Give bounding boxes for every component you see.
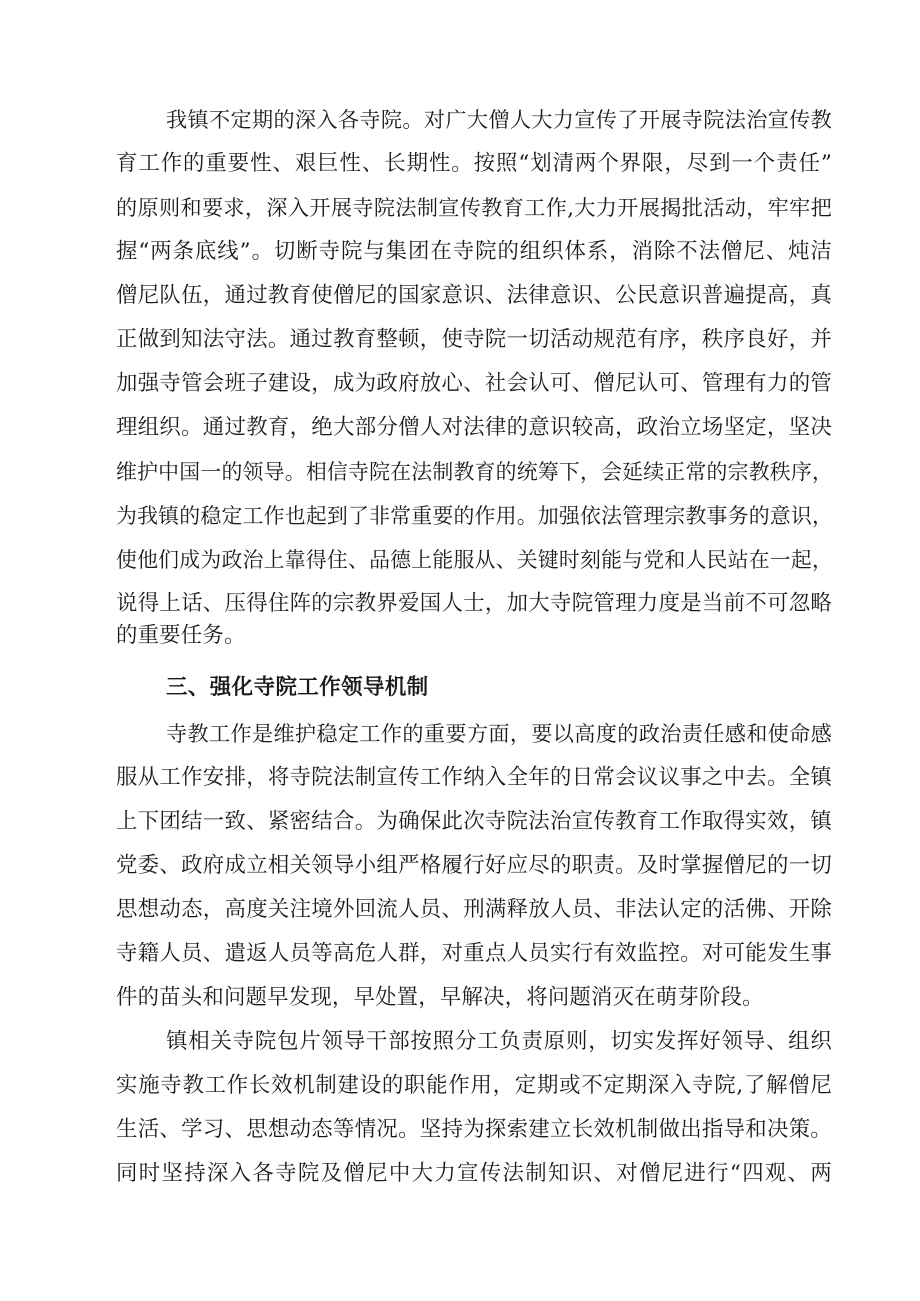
text-line: 寺籍人员、遣返人员等高危人群，对重点人员实行有效监控。对可能发生事 — [116, 941, 832, 966]
text-line: 握“两条底线”。切断寺院与集团在寺院的组织体系，消除不法僧尼、炖洁 — [116, 239, 832, 264]
text-line: 维护中国一的领导。相信寺院在法制教育的统筹下，会延续正常的宗教秩序， — [116, 460, 834, 484]
text-line: 镇相关寺院包片领导干部按照分工负责原则，切实发挥好领导、组织 — [166, 1029, 832, 1054]
text-line: 使他们成为政治上靠得住、品德上能服从、关键时刻能与党和人民站在一起， — [116, 548, 834, 572]
text-line: 说得上话、压得住阵的宗教界爱国人士，加大寺院管理力度是当前不可忽略 — [116, 591, 832, 616]
text-line: 党委、政府成立相关领导小组严格履行好应尽的职责。及时掌握僧尼的一切 — [116, 853, 832, 878]
text-line: 的重要任务。 — [116, 623, 246, 648]
text-line: 为我镇的稳定工作也起到了非常重要的作用。加强依法管理宗教事务的意识， — [116, 504, 834, 528]
text-line: 件的苗头和问题早发现，早处置，早解决，将问题消灭在萌芽阶段。 — [116, 985, 764, 1010]
text-line: 上下团结一致、紧密结合。为确保此次寺院法治宣传教育工作取得实效，镇 — [116, 809, 832, 834]
text-line: 的原则和要求，深入开展寺院法制宣传教育工作,大力开展揭批活动，牢牢把 — [116, 195, 832, 220]
text-line: 寺教工作是维护稳定工作的重要方面，要以高度的政治责任感和使命感 — [166, 721, 832, 746]
text-line: 我镇不定期的深入各寺院。对广大僧人大力宣传了开展寺院法治宣传教 — [166, 107, 832, 132]
text-line: 育工作的重要性、艰巨性、长期性。按照“划清两个界限，尽到一个责任” — [116, 151, 832, 176]
text-line: 加强寺管会班子建设，成为政府放心、社会认可、僧尼认可、管理有力的管 — [116, 371, 832, 396]
text-line: 服从工作安排，将寺院法制宣传工作纳入全年的日常会议议事之中去。全镇 — [116, 765, 832, 790]
text-line: 正做到知法守法。通过教育整顿，使寺院一切活动规范有序，秩序良好，并 — [116, 327, 832, 352]
text-line: 同时坚持深入各寺院及僧尼中大力宣传法制知识、对僧尼进行“四观、两 — [116, 1161, 832, 1186]
text-line: 理组织。通过教育，绝大部分僧人对法律的意识较高，政治立场坚定，坚决 — [116, 415, 832, 440]
section-heading: 三、强化寺院工作领导机制 — [166, 675, 429, 700]
text-line: 僧尼队伍，通过教育使僧尼的国家意识、法律意识、公民意识普遍提高，真 — [116, 283, 832, 308]
text-line: 生活、学习、思想动态等情况。坚持为探索建立长效机制做出指导和决策。 — [116, 1117, 832, 1142]
text-line: 思想动态，高度关注境外回流人员、刑满释放人员、非法认定的活佛、开除 — [116, 897, 832, 922]
text-line: 实施寺教工作长效机制建设的职能作用，定期或不定期深入寺院,了解僧尼 — [116, 1073, 832, 1098]
